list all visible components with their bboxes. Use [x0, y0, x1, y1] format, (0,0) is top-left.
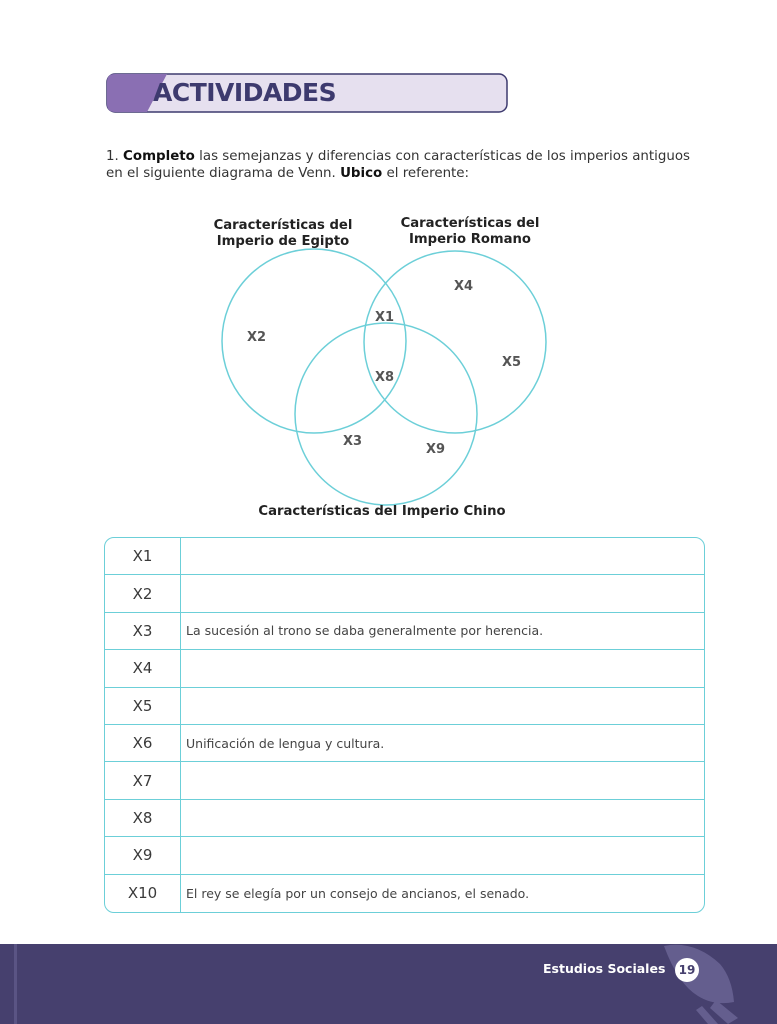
answer-field[interactable]: Unificación de lengua y cultura.: [186, 735, 385, 751]
answer-table: [104, 537, 705, 913]
table-row: [105, 650, 704, 687]
row-key: X2: [105, 575, 181, 611]
label-egipto: Características del Imperio de Egipto: [213, 218, 353, 249]
section-header: [105, 72, 509, 114]
answer-field[interactable]: [181, 800, 704, 836]
region-x1: X1: [375, 310, 395, 325]
row-key: X9: [105, 837, 181, 873]
row-key: X3: [105, 613, 181, 649]
answer-field[interactable]: La sucesión al trono se daba generalmente por herencia.: [186, 623, 544, 639]
table-row: [105, 725, 704, 762]
region-x5: X5: [502, 355, 522, 370]
label-chino: Características del Imperio Chino: [258, 504, 506, 519]
venn-circles: [200, 208, 580, 528]
region-x9: X9: [426, 442, 446, 457]
table-row: [105, 613, 704, 650]
instruction-text-2: el referente:: [382, 166, 470, 181]
circle-chino: [295, 323, 477, 505]
venn-diagram: [200, 208, 580, 528]
label-romano: Características del Imperio Romano: [400, 216, 540, 247]
footer-subject: Estudios Sociales: [543, 961, 666, 976]
section-title: ACTIVIDADES: [153, 78, 337, 107]
answer-field[interactable]: [181, 688, 704, 724]
row-key: X7: [105, 762, 181, 798]
table-row: [105, 538, 704, 575]
answer-field[interactable]: [181, 575, 704, 611]
region-x2: X2: [247, 330, 267, 345]
answer-field[interactable]: El rey se elegía por un consejo de ancianos, el senado.: [186, 885, 530, 901]
row-key: X6: [105, 725, 181, 761]
instruction-verb-completo: Completo: [123, 149, 195, 164]
instruction-verb-ubico: Ubico: [340, 166, 383, 181]
answer-field[interactable]: [181, 538, 704, 574]
row-key: X1: [105, 538, 181, 574]
region-x3: X3: [343, 434, 363, 449]
table-row: [105, 688, 704, 725]
table-row: [105, 875, 704, 912]
answer-field[interactable]: [181, 837, 704, 873]
page-number: 19: [675, 958, 699, 982]
answer-field[interactable]: [181, 650, 704, 686]
row-key: X4: [105, 650, 181, 686]
activity-instruction: [106, 148, 706, 182]
table-row: [105, 800, 704, 837]
footer-stripe: [14, 944, 17, 1024]
row-key: X5: [105, 688, 181, 724]
row-key: X10: [105, 875, 181, 912]
table-row: [105, 837, 704, 874]
activity-number: 1.: [106, 149, 119, 164]
region-x8: X8: [375, 370, 395, 385]
instruction-text-1: las semejanzas y diferencias con características de los imperios antiguos en el siguiente diagrama de Venn.: [106, 149, 691, 181]
page-footer: [0, 944, 777, 1024]
answer-field[interactable]: [181, 762, 704, 798]
row-key: X8: [105, 800, 181, 836]
table-row: [105, 762, 704, 799]
rocket-icon: [654, 944, 744, 1024]
table-row: [105, 575, 704, 612]
region-x4: X4: [454, 279, 474, 294]
